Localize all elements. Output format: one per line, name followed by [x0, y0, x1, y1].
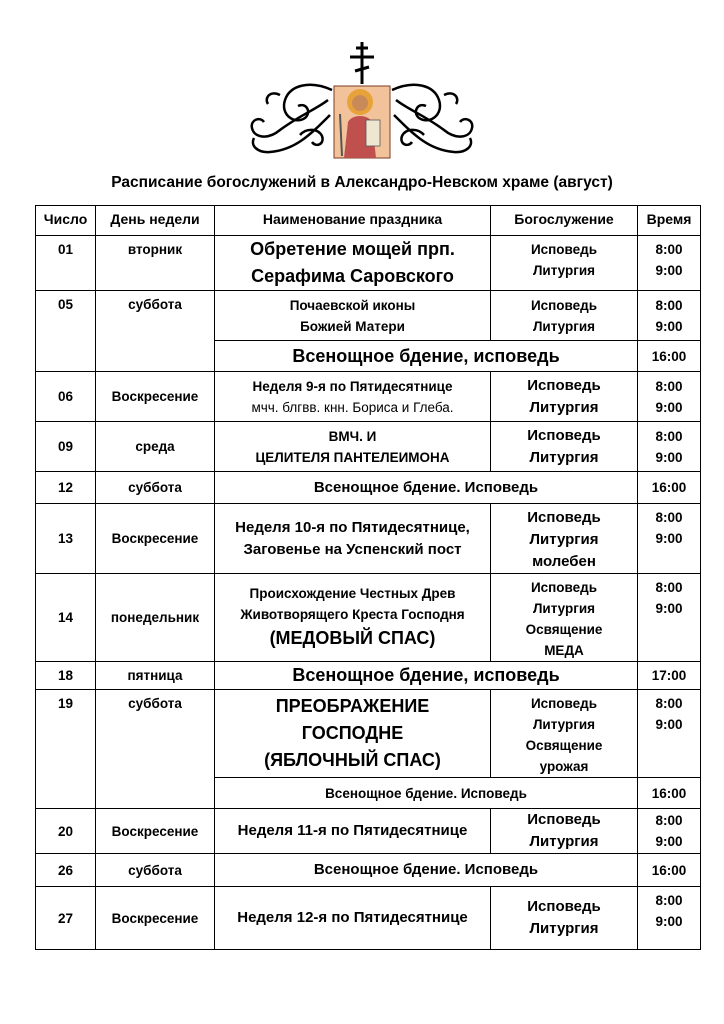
service-line: урожая — [539, 759, 589, 774]
date-cell: 06 — [36, 372, 96, 422]
service-cell — [491, 887, 638, 950]
day-cell: суббота — [96, 472, 215, 504]
table-row — [36, 472, 701, 504]
day-cell: суббота — [96, 690, 215, 809]
time-line: 9:00 — [655, 399, 683, 415]
time-line: 8:00 — [655, 813, 683, 828]
vigil-cell: Всенощное бдение. Исповедь — [215, 472, 638, 504]
service-line: молебен — [532, 553, 596, 570]
right-ornament-icon — [392, 85, 472, 152]
time-cell: 16:00 — [638, 341, 701, 372]
feast-line: (ЯБЛОЧНЫЙ СПАС) — [264, 750, 441, 770]
time-line: 8:00 — [655, 297, 683, 313]
day-cell: пятница — [96, 662, 215, 690]
vigil-cell: Всенощное бдение. Исповедь — [215, 778, 638, 809]
service-line: Литургия — [532, 318, 596, 334]
feast-cell — [215, 690, 491, 778]
time-cell — [638, 809, 701, 854]
feast-line: ЦЕЛИТЕЛЯ ПАНТЕЛЕИМОНА — [255, 449, 450, 465]
service-line: Литургия — [529, 398, 599, 416]
left-ornament-icon — [252, 85, 332, 152]
service-cell — [491, 236, 638, 291]
feast-line: Неделя 12-я по Пятидесятнице — [237, 909, 468, 926]
time-line: 8:00 — [655, 242, 683, 257]
page-title: Расписание богослужений в Александро-Невском храме (август) — [111, 174, 613, 191]
service-line: Освящение — [525, 622, 603, 637]
day-cell: вторник — [96, 236, 215, 291]
time-line: 8:00 — [655, 428, 683, 444]
day-cell: суббота — [96, 291, 215, 372]
service-line: Литургия — [529, 920, 599, 937]
header-service: Богослужение — [491, 206, 638, 236]
date-cell: 26 — [36, 854, 96, 887]
time-line: 8:00 — [655, 580, 683, 595]
church-emblem — [240, 40, 484, 162]
time-line: 9:00 — [655, 449, 683, 465]
time-line: 9:00 — [655, 834, 683, 849]
orthodox-cross-icon — [350, 42, 374, 84]
time-cell — [638, 236, 701, 291]
time-cell — [638, 372, 701, 422]
feast-cell — [215, 372, 491, 422]
date-cell: 18 — [36, 662, 96, 690]
feast-line: Заговенье на Успенский пост — [243, 540, 462, 558]
time-line: 8:00 — [655, 510, 683, 525]
service-line: Исповедь — [527, 376, 601, 394]
feast-cell — [215, 574, 491, 662]
table-row — [36, 690, 701, 778]
service-cell — [491, 291, 638, 341]
time-line: 8:00 — [655, 696, 683, 711]
feast-line: Неделя 9-я по Пятидесятнице — [252, 378, 453, 394]
time-cell — [638, 690, 701, 778]
time-cell: 16:00 — [638, 854, 701, 887]
feast-line: Неделя 10-я по Пятидесятнице, — [235, 518, 470, 536]
feast-line: Почаевской иконы — [289, 297, 416, 313]
header-date: Число — [36, 206, 96, 236]
date-cell: 05 — [36, 291, 96, 372]
date-cell: 19 — [36, 690, 96, 809]
time-cell: 16:00 — [638, 778, 701, 809]
service-line: Литургия — [529, 448, 599, 466]
date-cell: 13 — [36, 504, 96, 574]
time-line: 9:00 — [655, 263, 683, 278]
service-cell — [491, 372, 638, 422]
service-cell — [491, 504, 638, 574]
feast-cell — [215, 236, 491, 291]
service-cell — [491, 422, 638, 472]
feast-line: ПРЕОБРАЖЕНИЕ — [275, 696, 430, 716]
service-cell — [491, 690, 638, 778]
vigil-cell: Всенощное бдение, исповедь — [215, 662, 638, 690]
feast-line: Божией Матери — [300, 318, 405, 334]
time-cell: 17:00 — [638, 662, 701, 690]
vigil-cell: Всенощное бдение, исповедь — [215, 341, 638, 372]
service-line: Исповедь — [527, 811, 601, 828]
time-line: 8:00 — [655, 378, 683, 394]
day-cell: суббота — [96, 854, 215, 887]
service-line: Исповедь — [530, 297, 598, 313]
date-cell: 20 — [36, 809, 96, 854]
vigil-cell: Всенощное бдение. Исповедь — [215, 854, 638, 887]
header-row — [36, 206, 701, 236]
time-cell — [638, 887, 701, 950]
feast-line: (МЕДОВЫЙ СПАС) — [269, 628, 436, 648]
header-feast: Наименование праздника — [215, 206, 491, 236]
feast-line: мчч. блгвв. кнн. Бориса и Глеба. — [251, 399, 454, 415]
feast-line: ГОСПОДНЕ — [301, 723, 404, 743]
table-row — [36, 854, 701, 887]
day-cell: понедельник — [96, 574, 215, 662]
feast-line: Животворящего Креста Господня — [240, 607, 465, 622]
table-row — [36, 291, 701, 341]
service-cell — [491, 809, 638, 854]
saint-icon — [334, 86, 390, 158]
service-line: Литургия — [529, 531, 599, 548]
service-cell — [491, 574, 638, 662]
date-cell: 12 — [36, 472, 96, 504]
time-line: 9:00 — [655, 318, 683, 334]
day-cell: Воскресение — [96, 809, 215, 854]
service-line: Литургия — [529, 833, 599, 850]
feast-line: Неделя 11-я по Пятидесятнице — [237, 822, 468, 839]
service-line: Литургия — [532, 263, 596, 278]
time-line: 8:00 — [655, 893, 683, 908]
table-row — [36, 422, 701, 472]
table-row — [36, 372, 701, 422]
time-line: 9:00 — [655, 601, 683, 616]
feast-line: Происхождение Честных Древ — [249, 586, 456, 601]
feast-line: ВМЧ. И — [328, 428, 377, 444]
feast-cell — [215, 504, 491, 574]
table-row — [36, 887, 701, 950]
service-line: Освящение — [525, 738, 603, 753]
schedule-table — [35, 205, 701, 950]
time-line: 9:00 — [655, 531, 683, 546]
feast-line: Серафима Саровского — [251, 266, 454, 286]
table-row — [36, 236, 701, 291]
service-line: Литургия — [532, 717, 596, 732]
table-row — [36, 662, 701, 690]
time-cell: 16:00 — [638, 472, 701, 504]
service-line: МЕДА — [544, 643, 584, 658]
table-row — [36, 504, 701, 574]
table-row — [36, 574, 701, 662]
service-line: Исповедь — [527, 509, 601, 526]
header-time: Время — [638, 206, 701, 236]
time-cell — [638, 422, 701, 472]
feast-cell — [215, 809, 491, 854]
service-line: Исповедь — [530, 242, 598, 257]
date-cell: 09 — [36, 422, 96, 472]
date-cell: 14 — [36, 574, 96, 662]
time-line: 9:00 — [655, 717, 683, 732]
header-day: День недели — [96, 206, 215, 236]
time-cell — [638, 574, 701, 662]
time-cell — [638, 504, 701, 574]
service-line: Исповедь — [530, 580, 598, 595]
feast-cell — [215, 422, 491, 472]
day-cell: Воскресение — [96, 504, 215, 574]
table-row — [36, 809, 701, 854]
day-cell: Воскресение — [96, 887, 215, 950]
service-line: Исповедь — [527, 898, 601, 915]
feast-cell — [215, 887, 491, 950]
time-line: 9:00 — [655, 914, 683, 929]
service-line: Литургия — [532, 601, 596, 616]
day-cell: среда — [96, 422, 215, 472]
service-line: Исповедь — [530, 696, 598, 711]
service-line: Исповедь — [527, 426, 601, 444]
feast-line: Обретение мощей прп. — [250, 239, 455, 259]
day-cell: Воскресение — [96, 372, 215, 422]
date-cell: 27 — [36, 887, 96, 950]
time-cell — [638, 291, 701, 341]
date-cell: 01 — [36, 236, 96, 291]
feast-cell — [215, 291, 491, 341]
